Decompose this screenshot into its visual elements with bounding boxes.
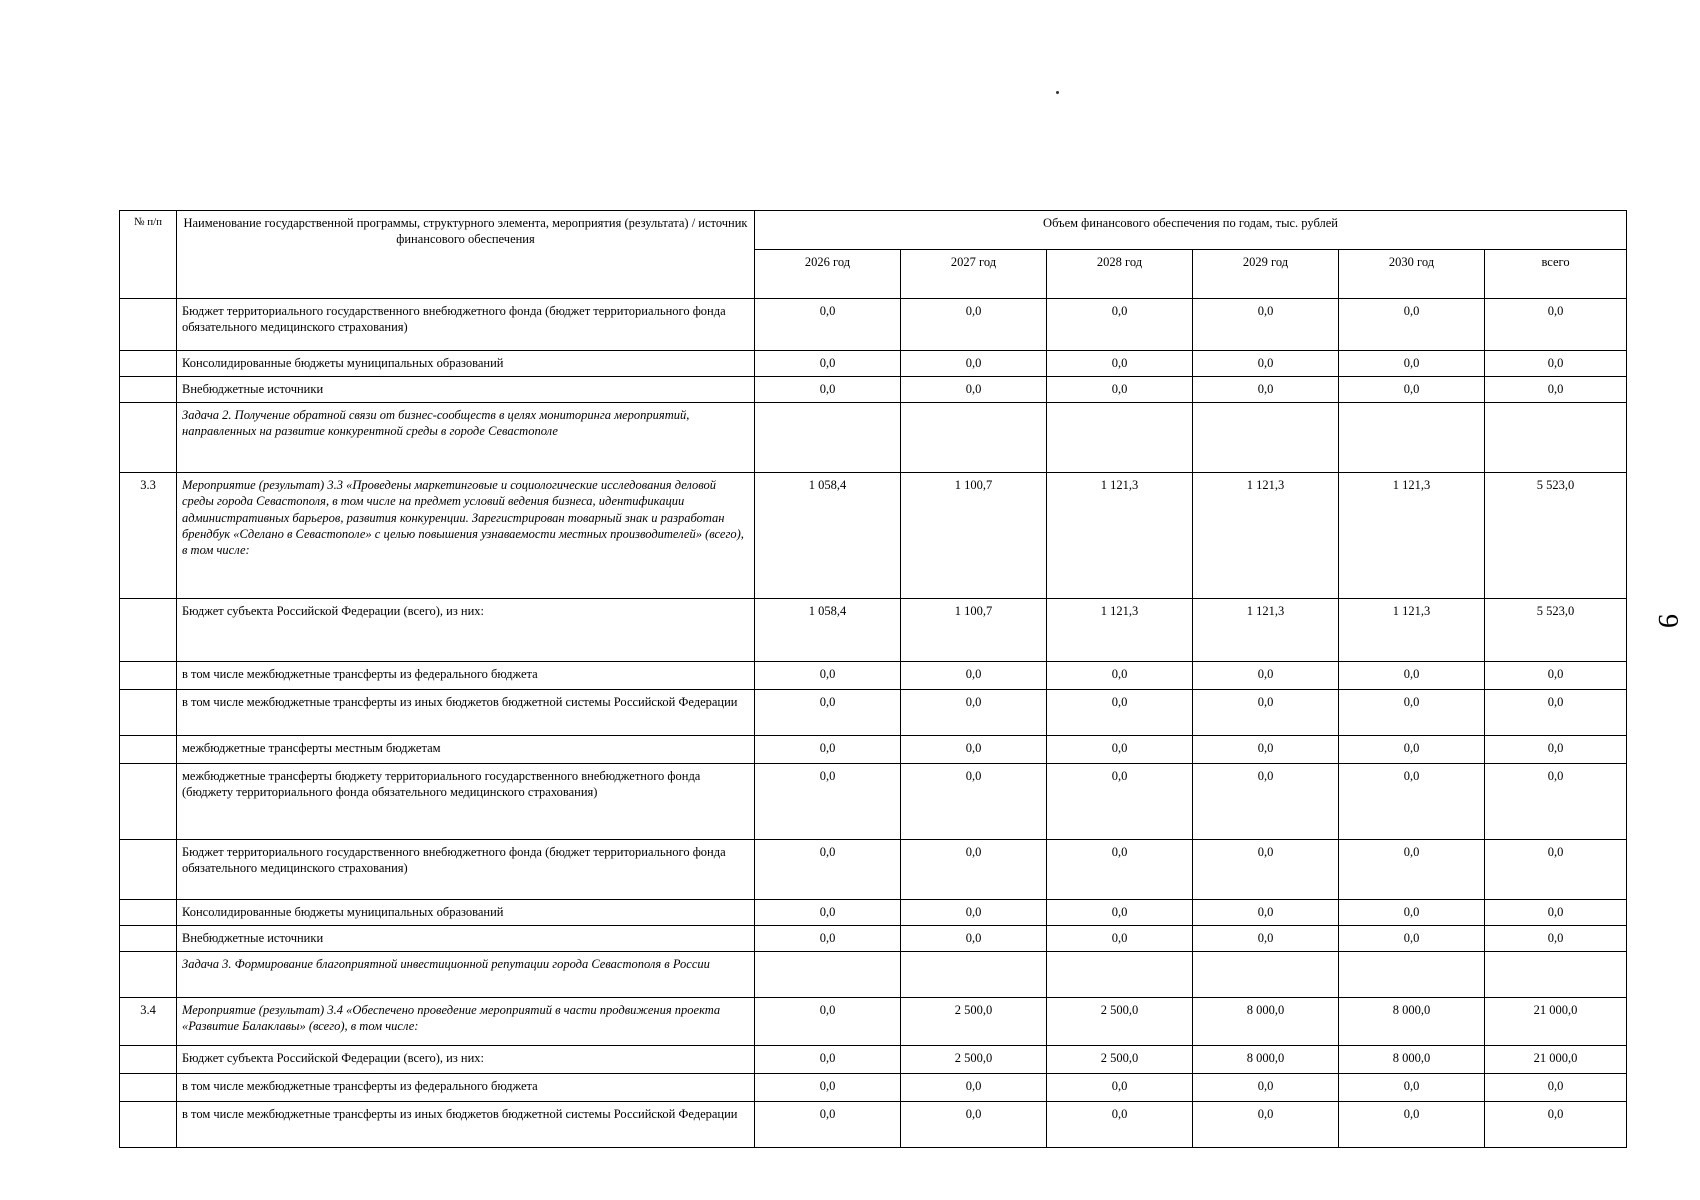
year-value-cell: 0,0 — [1047, 1074, 1193, 1102]
source-label: в том числе межбюджетные трансферты из иных бюджетов бюджетной системы Российской Федерации — [177, 1102, 755, 1148]
year-value-cell — [1193, 952, 1339, 998]
table-row — [120, 998, 1627, 1046]
total-cell: 0,0 — [1485, 299, 1627, 351]
year-value-cell: 0,0 — [1047, 662, 1193, 690]
year-value-cell: 0,0 — [755, 900, 901, 926]
year-value-cell: 0,0 — [755, 736, 901, 764]
page-number: 9 — [1652, 614, 1683, 628]
year-value-cell: 0,0 — [1193, 1102, 1339, 1148]
row-index — [120, 690, 177, 736]
year-value-cell: 0,0 — [1047, 377, 1193, 403]
source-label: Бюджет субъекта Российской Федерации (всего), из них: — [177, 599, 755, 662]
total-cell — [1485, 403, 1627, 473]
year-value-cell: 0,0 — [1047, 299, 1193, 351]
task-heading: Задача 3. Формирование благоприятной инвестиционной репутации города Севастополя в России — [177, 952, 755, 998]
row-index: 3.3 — [120, 473, 177, 599]
year-value-cell: 0,0 — [755, 299, 901, 351]
year-value-cell: 0,0 — [901, 926, 1047, 952]
year-value-cell: 0,0 — [755, 351, 901, 377]
year-value-cell: 0,0 — [755, 998, 901, 1046]
year-value-cell: 1 121,3 — [1047, 473, 1193, 599]
year-value-cell: 0,0 — [1339, 736, 1485, 764]
year-value-cell: 2 500,0 — [1047, 998, 1193, 1046]
year-value-cell: 0,0 — [901, 1102, 1047, 1148]
source-label: Внебюджетные источники — [177, 377, 755, 403]
total-cell: 21 000,0 — [1485, 998, 1627, 1046]
table-row — [120, 351, 1627, 377]
year-value-cell: 1 121,3 — [1193, 599, 1339, 662]
year-value-cell: 0,0 — [901, 351, 1047, 377]
year-value-cell: 8 000,0 — [1193, 1046, 1339, 1074]
total-cell: 0,0 — [1485, 690, 1627, 736]
budget-table — [119, 210, 1627, 1148]
year-value-cell: 8 000,0 — [1339, 1046, 1485, 1074]
measure-label: Мероприятие (результат) 3.3 «Проведены маркетинговые и социологические исследования деловой среды города Севастополя, в том числе на предмет условий ведения бизнеса, идентификации административных барьеров, развития конкуренции. Зарегистрирован товарный знак и разработан брендбук «Сделано в Севастополе» с целью повышения узнаваемости местных производителей» (всего), в том числе: — [177, 473, 755, 599]
source-label: Бюджет территориального государственного внебюджетного фонда (бюджет территориального фонда обязательного медицинского страхования) — [177, 299, 755, 351]
year-value-cell: 0,0 — [1339, 1102, 1485, 1148]
total-cell: 0,0 — [1485, 840, 1627, 900]
source-label: в том числе межбюджетные трансферты из федерального бюджета — [177, 662, 755, 690]
year-value-cell: 0,0 — [1193, 764, 1339, 840]
year-value-cell — [755, 403, 901, 473]
year-value-cell: 0,0 — [1339, 662, 1485, 690]
header-year: 2028 год — [1047, 250, 1193, 299]
row-index — [120, 926, 177, 952]
header-total: всего — [1485, 250, 1627, 299]
total-cell: 0,0 — [1485, 926, 1627, 952]
total-cell: 0,0 — [1485, 377, 1627, 403]
year-value-cell: 0,0 — [1193, 351, 1339, 377]
year-value-cell: 1 058,4 — [755, 473, 901, 599]
year-value-cell: 0,0 — [901, 299, 1047, 351]
year-value-cell — [1339, 952, 1485, 998]
year-value-cell: 0,0 — [1193, 736, 1339, 764]
year-value-cell: 0,0 — [1339, 764, 1485, 840]
table-row — [120, 900, 1627, 926]
year-value-cell: 0,0 — [901, 840, 1047, 900]
source-label: Внебюджетные источники — [177, 926, 755, 952]
header-volume: Объем финансового обеспечения по годам, тыс. рублей — [755, 211, 1627, 250]
year-value-cell: 0,0 — [1047, 351, 1193, 377]
year-value-cell: 0,0 — [755, 1102, 901, 1148]
total-cell: 0,0 — [1485, 736, 1627, 764]
year-value-cell: 0,0 — [755, 662, 901, 690]
year-value-cell: 0,0 — [1339, 840, 1485, 900]
year-value-cell: 0,0 — [901, 764, 1047, 840]
year-value-cell: 0,0 — [901, 736, 1047, 764]
year-value-cell: 0,0 — [1193, 299, 1339, 351]
table-row — [120, 1074, 1627, 1102]
year-value-cell: 0,0 — [1193, 926, 1339, 952]
year-value-cell: 1 121,3 — [1339, 473, 1485, 599]
table-row — [120, 473, 1627, 599]
row-index — [120, 351, 177, 377]
year-value-cell — [1047, 952, 1193, 998]
year-value-cell: 0,0 — [901, 900, 1047, 926]
year-value-cell: 0,0 — [755, 377, 901, 403]
total-cell: 5 523,0 — [1485, 473, 1627, 599]
year-value-cell: 0,0 — [1339, 900, 1485, 926]
year-value-cell: 0,0 — [755, 926, 901, 952]
row-index — [120, 764, 177, 840]
year-value-cell: 0,0 — [1047, 1102, 1193, 1148]
header-year: 2030 год — [1339, 250, 1485, 299]
year-value-cell: 1 121,3 — [1339, 599, 1485, 662]
source-label: межбюджетные трансферты местным бюджетам — [177, 736, 755, 764]
year-value-cell: 0,0 — [901, 377, 1047, 403]
row-index: 3.4 — [120, 998, 177, 1046]
header-num: № п/п — [120, 211, 177, 299]
table-row — [120, 599, 1627, 662]
total-cell: 0,0 — [1485, 764, 1627, 840]
total-cell: 0,0 — [1485, 1074, 1627, 1102]
row-index — [120, 900, 177, 926]
year-value-cell: 0,0 — [1193, 662, 1339, 690]
row-index — [120, 377, 177, 403]
table-row — [120, 736, 1627, 764]
year-value-cell: 0,0 — [1193, 840, 1339, 900]
total-cell: 21 000,0 — [1485, 1046, 1627, 1074]
row-index — [120, 299, 177, 351]
table-row — [120, 662, 1627, 690]
source-label: Консолидированные бюджеты муниципальных образований — [177, 351, 755, 377]
total-cell: 0,0 — [1485, 662, 1627, 690]
year-value-cell: 0,0 — [755, 1046, 901, 1074]
table-row — [120, 952, 1627, 998]
header-name: Наименование государственной программы, структурного элемента, мероприятия (результата) / источник финансового обеспечения — [177, 211, 755, 299]
year-value-cell: 0,0 — [755, 764, 901, 840]
year-value-cell: 1 100,7 — [901, 473, 1047, 599]
total-cell: 0,0 — [1485, 1102, 1627, 1148]
row-index — [120, 1102, 177, 1148]
year-value-cell: 2 500,0 — [901, 998, 1047, 1046]
total-cell — [1485, 952, 1627, 998]
source-label: Бюджет территориального государственного внебюджетного фонда (бюджет территориального фонда обязательного медицинского страхования) — [177, 840, 755, 900]
year-value-cell: 0,0 — [1047, 736, 1193, 764]
table-body — [120, 299, 1627, 1148]
header-year: 2029 год — [1193, 250, 1339, 299]
source-label: в том числе межбюджетные трансферты из иных бюджетов бюджетной системы Российской Федерации — [177, 690, 755, 736]
year-value-cell: 8 000,0 — [1339, 998, 1485, 1046]
table-row — [120, 690, 1627, 736]
task-heading: Задача 2. Получение обратной связи от бизнес-сообществ в целях мониторинга мероприятий, направленных на развитие конкурентной среды в городе Севастополе — [177, 403, 755, 473]
year-value-cell: 0,0 — [1339, 299, 1485, 351]
year-value-cell: 2 500,0 — [1047, 1046, 1193, 1074]
source-label: в том числе межбюджетные трансферты из федерального бюджета — [177, 1074, 755, 1102]
year-value-cell: 0,0 — [755, 690, 901, 736]
header-year: 2026 год — [755, 250, 901, 299]
year-value-cell: 0,0 — [1339, 351, 1485, 377]
table-row — [120, 926, 1627, 952]
year-value-cell: 0,0 — [1047, 926, 1193, 952]
table-row — [120, 299, 1627, 351]
year-value-cell — [1047, 403, 1193, 473]
table-row — [120, 377, 1627, 403]
year-value-cell: 0,0 — [1047, 690, 1193, 736]
year-value-cell: 0,0 — [1193, 690, 1339, 736]
row-index — [120, 599, 177, 662]
total-cell: 0,0 — [1485, 351, 1627, 377]
source-label: Консолидированные бюджеты муниципальных образований — [177, 900, 755, 926]
year-value-cell: 0,0 — [1193, 900, 1339, 926]
total-cell: 5 523,0 — [1485, 599, 1627, 662]
row-index — [120, 840, 177, 900]
year-value-cell: 0,0 — [1339, 1074, 1485, 1102]
year-value-cell: 0,0 — [1193, 377, 1339, 403]
year-value-cell: 0,0 — [901, 690, 1047, 736]
year-value-cell — [901, 952, 1047, 998]
year-value-cell: 0,0 — [755, 1074, 901, 1102]
row-index — [120, 662, 177, 690]
year-value-cell: 0,0 — [901, 662, 1047, 690]
year-value-cell: 8 000,0 — [1193, 998, 1339, 1046]
total-cell: 0,0 — [1485, 900, 1627, 926]
header-year: 2027 год — [901, 250, 1047, 299]
row-index — [120, 1046, 177, 1074]
year-value-cell: 0,0 — [901, 1074, 1047, 1102]
year-value-cell — [1193, 403, 1339, 473]
year-value-cell: 0,0 — [1193, 1074, 1339, 1102]
year-value-cell: 0,0 — [1047, 900, 1193, 926]
source-label: Бюджет субъекта Российской Федерации (всего), из них: — [177, 1046, 755, 1074]
year-value-cell: 1 121,3 — [1047, 599, 1193, 662]
row-index — [120, 952, 177, 998]
row-index — [120, 736, 177, 764]
row-index — [120, 403, 177, 473]
scan-dot — [1056, 91, 1059, 94]
measure-label: Мероприятие (результат) 3.4 «Обеспечено проведение мероприятий в части продвижения проекта «Развитие Балаклавы» (всего), в том числе: — [177, 998, 755, 1046]
year-value-cell — [1339, 403, 1485, 473]
table-row — [120, 840, 1627, 900]
table-row — [120, 1046, 1627, 1074]
year-value-cell — [755, 952, 901, 998]
year-value-cell: 1 058,4 — [755, 599, 901, 662]
year-value-cell: 0,0 — [1339, 690, 1485, 736]
row-index — [120, 1074, 177, 1102]
year-value-cell: 2 500,0 — [901, 1046, 1047, 1074]
year-value-cell — [901, 403, 1047, 473]
year-value-cell: 0,0 — [1047, 840, 1193, 900]
year-value-cell: 1 121,3 — [1193, 473, 1339, 599]
year-value-cell: 0,0 — [1339, 377, 1485, 403]
year-value-cell: 0,0 — [1047, 764, 1193, 840]
table-row — [120, 403, 1627, 473]
year-value-cell: 0,0 — [755, 840, 901, 900]
year-value-cell: 1 100,7 — [901, 599, 1047, 662]
year-value-cell: 0,0 — [1339, 926, 1485, 952]
source-label: межбюджетные трансферты бюджету территориального государственного внебюджетного фонда (бюджету территориального фонда обязательного медицинского страхования) — [177, 764, 755, 840]
table-row — [120, 1102, 1627, 1148]
table-row — [120, 764, 1627, 840]
